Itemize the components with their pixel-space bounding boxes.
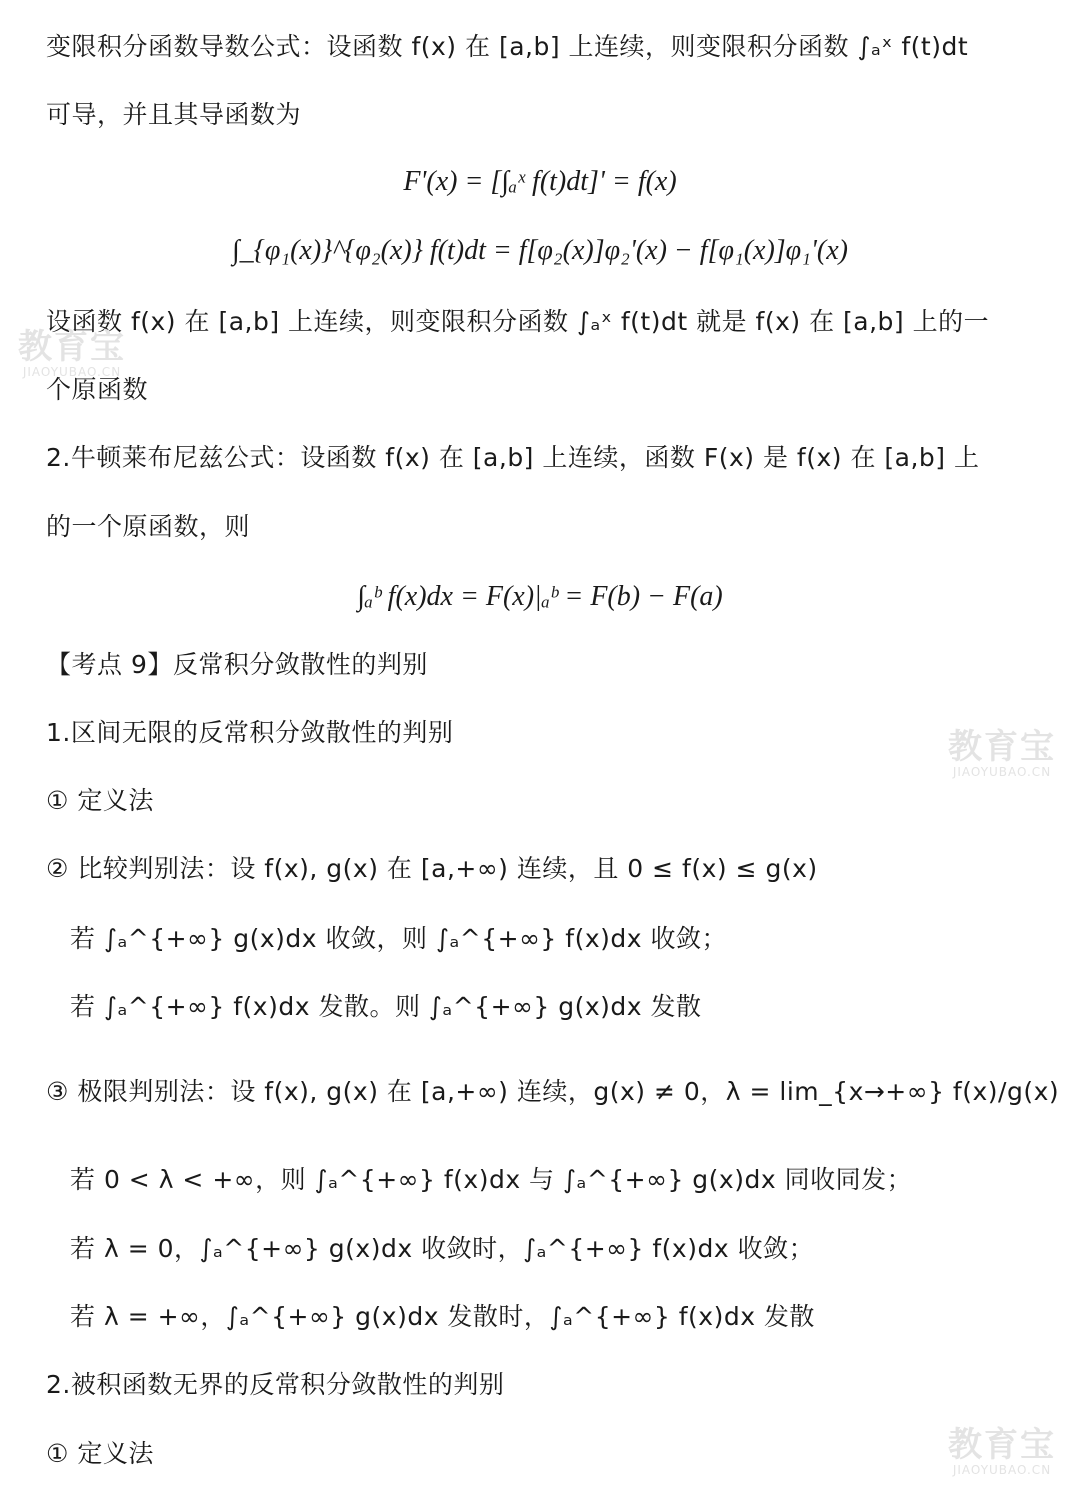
comparison-converge-line: 若 ∫ₐ^{+∞} g(x)dx 收敛，则 ∫ₐ^{+∞} f(x)dx 收敛； bbox=[70, 924, 727, 953]
limit-case-finite: 若 0 < λ < +∞，则 ∫ₐ^{+∞} f(x)dx 与 ∫ₐ^{+∞} g(x)dx 同收同发； bbox=[70, 1165, 913, 1194]
text-line-antiderivative-cont: 个原函数 bbox=[46, 375, 149, 404]
subheading-unbounded-integrand: 2.被积函数无界的反常积分敛散性的判别 bbox=[46, 1370, 505, 1399]
watermark-url: JIAOYUBAO.CN bbox=[22, 365, 122, 379]
watermark-url: JIAOYUBAO.CN bbox=[952, 1463, 1052, 1477]
formula-newton-leibniz: ∫ₐᵇ f(x)dx = F(x)|ₐᵇ = F(b) − F(a) bbox=[357, 581, 723, 612]
formula-composite-limits: ∫_{φ₁(x)}^{φ₂(x)} f(t)dt = f[φ₂(x)]φ₂'(x) − f[φ₁(x)]φ₁'(x) bbox=[232, 235, 848, 266]
watermark-brand: 教育宝 bbox=[18, 327, 126, 367]
text-line-differentiable: 可导，并且其导函数为 bbox=[46, 100, 302, 129]
watermark-brand: 教育宝 bbox=[948, 1425, 1056, 1465]
limit-case-infinity: 若 λ = +∞，∫ₐ^{+∞} g(x)dx 发散时，∫ₐ^{+∞} f(x)dx 发散 bbox=[70, 1302, 815, 1331]
watermark-url: JIAOYUBAO.CN bbox=[952, 765, 1052, 779]
limit-case-zero: 若 λ = 0，∫ₐ^{+∞} g(x)dx 收敛时，∫ₐ^{+∞} f(x)dx 收敛； bbox=[70, 1234, 815, 1263]
text-line-newton-leibniz: 2.牛顿莱布尼兹公式：设函数 f(x) 在 [a,b] 上连续，函数 F(x) 是 f(x) 在 [a,b] 上 bbox=[46, 443, 980, 472]
formula-derivative: F'(x) = [∫ₐˣ f(t)dt]' = f(x) bbox=[403, 166, 677, 197]
item-comparison-test: ② 比较判别法：设 f(x), g(x) 在 [a,+∞) 连续，且 0 ≤ f(x) ≤ g(x) bbox=[46, 854, 818, 883]
item-limit-test: ③ 极限判别法：设 f(x), g(x) 在 [a,+∞) 连续，g(x) ≠ 0，λ = lim_{x→+∞} f(x)/g(x) bbox=[46, 1077, 1060, 1106]
subheading-infinite-interval: 1.区间无限的反常积分敛散性的判别 bbox=[46, 718, 454, 747]
item-definition-method-2: ① 定义法 bbox=[46, 1439, 154, 1468]
watermark-logo bbox=[18, 327, 126, 379]
comparison-diverge-line: 若 ∫ₐ^{+∞} f(x)dx 发散。则 ∫ₐ^{+∞} g(x)dx 发散 bbox=[70, 992, 702, 1021]
watermark-logo bbox=[948, 727, 1056, 779]
watermark-brand: 教育宝 bbox=[948, 727, 1056, 767]
section-heading-kaodian-9: 【考点 9】反常积分敛散性的判别 bbox=[46, 650, 428, 679]
text-line-newton-leibniz-cont: 的一个原函数，则 bbox=[46, 512, 251, 541]
text-line-variable-limit-formula: 变限积分函数导数公式：设函数 f(x) 在 [a,b] 上连续，则变限积分函数 ∫ₐˣ f(t)dt bbox=[46, 32, 969, 61]
watermark-logo bbox=[948, 1425, 1056, 1477]
item-definition-method: ① 定义法 bbox=[46, 786, 154, 815]
text-line-antiderivative: 设函数 f(x) 在 [a,b] 上连续，则变限积分函数 ∫ₐˣ f(t)dt 就是 f(x) 在 [a,b] 上的一 bbox=[46, 307, 990, 336]
